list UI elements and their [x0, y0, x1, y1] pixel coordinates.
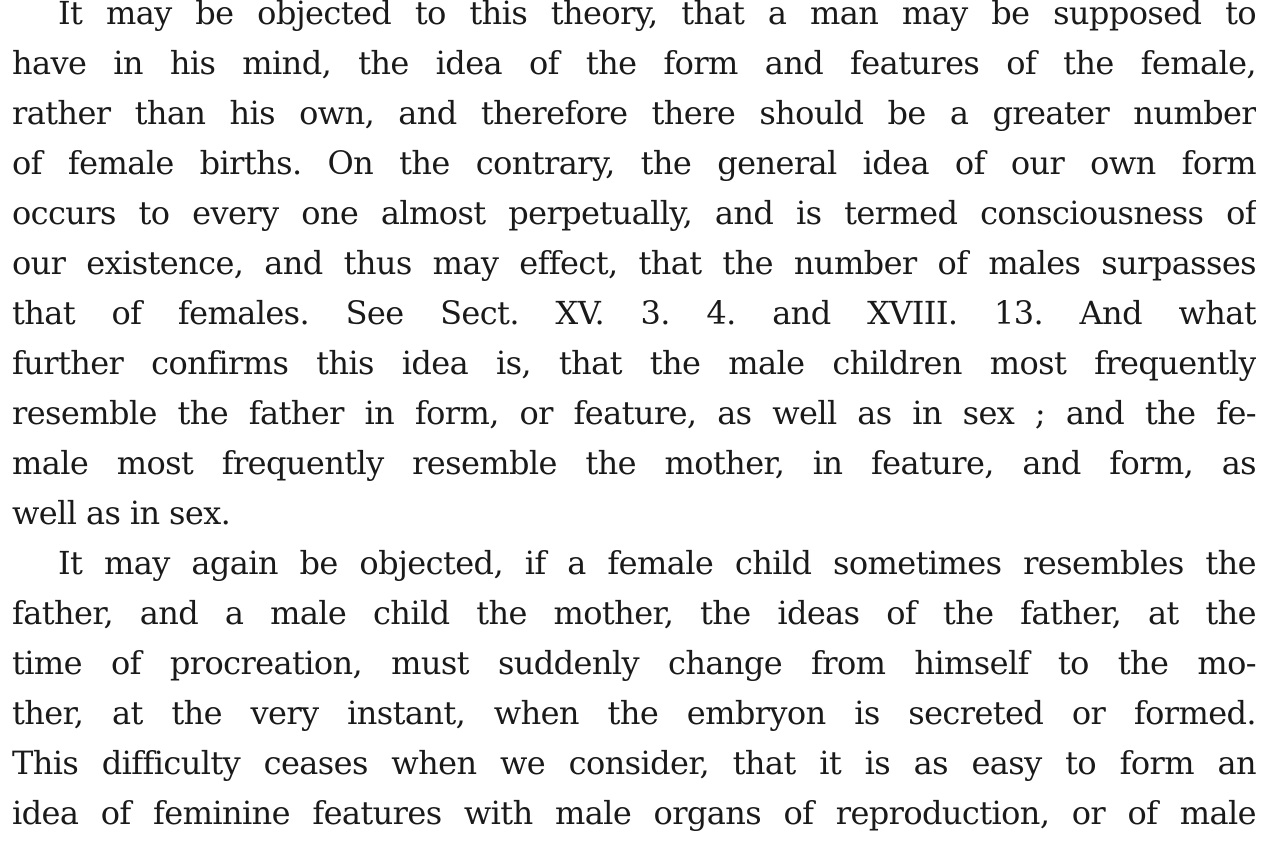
text-line: It may be objected to this theory, that a man may be supposed to	[58, 0, 1256, 32]
text-line: resemble the father in form, or feature, as well as in sex ; and the fe-	[12, 394, 1256, 432]
text-line: It may again be objected, if a female child sometimes resembles the	[58, 544, 1256, 582]
paragraph-2	[12, 538, 1256, 838]
text-line: further confirms this idea is, that the male children most frequently	[12, 344, 1256, 382]
text-line: have in his mind, the idea of the form and features of the female,	[12, 44, 1256, 82]
text-line: This difficulty ceases when we consider, that it is as easy to form an	[12, 744, 1256, 782]
text-line: idea of feminine features with male organs of reproduction, or of male	[12, 794, 1256, 832]
text-line: time of procreation, must suddenly change from himself to the mo-	[12, 644, 1256, 682]
text-line: that of females. See Sect. XV. 3. 4. and XVIII. 13. And what	[12, 294, 1256, 332]
text-line: of female births. On the contrary, the general idea of our own form	[12, 144, 1256, 182]
text-line: occurs to every one almost perpetually, and is termed consciousness of	[12, 194, 1256, 232]
text-line: rather than his own, and therefore there should be a greater number	[12, 94, 1256, 132]
text-line: father, and a male child the mother, the ideas of the father, at the	[12, 594, 1256, 632]
text-line: ther, at the very instant, when the embryon is secreted or formed.	[12, 694, 1256, 732]
paragraph-1	[12, 0, 1256, 538]
text-line: male most frequently resemble the mother, in feature, and form, as	[12, 444, 1256, 482]
text-line: our existence, and thus may effect, that the number of males surpasses	[12, 244, 1256, 282]
document-text	[12, 0, 1256, 838]
text-line: well as in sex.	[12, 494, 231, 532]
